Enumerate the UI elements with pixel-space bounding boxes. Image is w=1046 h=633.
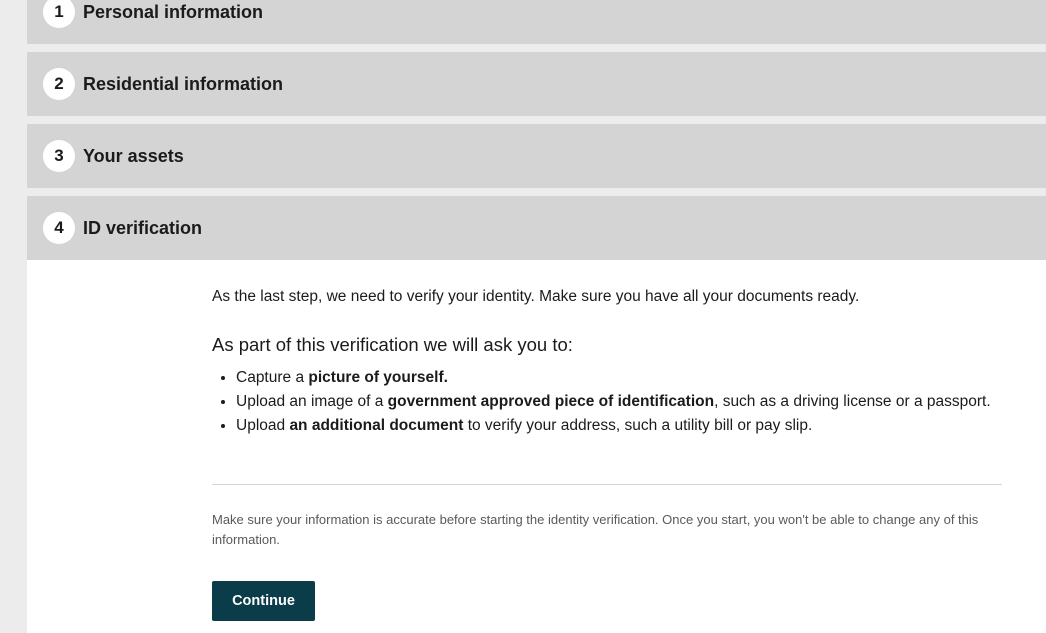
divider — [212, 484, 1002, 485]
step-number-badge: 1 — [43, 0, 75, 28]
step-number-badge: 3 — [43, 140, 75, 172]
task-emphasis: government approved piece of identification — [387, 393, 715, 410]
id-verification-panel — [27, 260, 1046, 633]
step-number-badge: 4 — [43, 212, 75, 244]
step-title: Residential information — [83, 74, 284, 94]
step-title: Personal information — [83, 2, 264, 22]
task-list — [212, 366, 996, 438]
step-residential-information[interactable] — [27, 52, 1046, 116]
step-title: ID verification — [83, 218, 203, 238]
task-prefix: Upload — [236, 417, 290, 434]
continue-button[interactable]: Continue — [212, 581, 315, 621]
steps-accordion — [27, 0, 1046, 633]
task-emphasis: picture of yourself. — [308, 369, 448, 386]
task-prefix: Capture a — [236, 369, 309, 386]
list-item — [236, 366, 996, 390]
step-your-assets[interactable] — [27, 124, 1046, 188]
intro-text: As the last step, we need to verify your identity. Make sure you have all your documents ready. — [212, 288, 860, 305]
left-gutter — [0, 0, 27, 633]
tasks-heading: As part of this verification we will ask you to: — [212, 334, 573, 355]
list-item — [236, 390, 996, 414]
step-id-verification[interactable] — [27, 196, 1046, 260]
step-number-badge: 2 — [43, 68, 75, 100]
notice-text: Make sure your information is accurate before starting the identity verification. Once you start, you won't be able to change any of this information. — [212, 512, 979, 547]
step-title: Your assets — [83, 146, 184, 166]
list-item — [236, 414, 996, 438]
task-suffix: , such as a driving license or a passport. — [714, 393, 991, 410]
task-emphasis: an additional document — [289, 417, 464, 434]
task-prefix: Upload an image of a — [236, 393, 388, 410]
task-suffix: to verify your address, such a utility bill or pay slip. — [463, 417, 813, 434]
step-personal-information[interactable] — [27, 0, 1046, 44]
